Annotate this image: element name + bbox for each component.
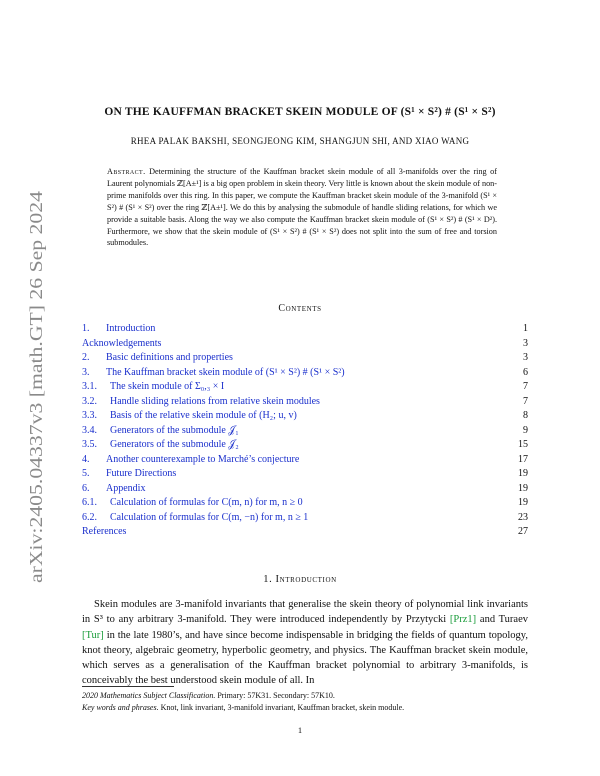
- contents-title: Contents: [278, 303, 322, 314]
- arxiv-stamp-text: arXiv:2405.04337v3 [math.GT] 26 Sep 2024: [26, 258, 46, 583]
- toc-entry-link[interactable]: [82, 425, 239, 436]
- toc-entry-title: Generators of the submodule 𝒥₁: [110, 424, 239, 436]
- toc-entry-page: 7: [523, 395, 528, 407]
- toc-entry-page: 23: [518, 511, 528, 523]
- keywords-text: Knot, link invariant, 3-manifold invariant, Kauffman bracket, skein module.: [160, 703, 405, 712]
- toc-entry-page: 27: [518, 526, 528, 537]
- toc-entry-title: Generators of the submodule 𝒥₂: [110, 439, 239, 450]
- table-of-contents: [82, 322, 528, 540]
- toc-entry[interactable]: [82, 409, 528, 424]
- toc-entry-title: Calculation of formulas for C(m, n) for m, n ≥ 0: [110, 497, 303, 508]
- toc-entry-link[interactable]: [82, 338, 161, 349]
- citation-link[interactable]: [Prz1]: [449, 614, 477, 626]
- toc-entry-link[interactable]: [82, 439, 239, 450]
- toc-entry-page: 15: [518, 439, 528, 450]
- toc-entry-number: 3.3.: [82, 410, 97, 421]
- toc-entry-page: 7: [523, 381, 528, 392]
- toc-entry-link[interactable]: [82, 352, 233, 363]
- toc-entry-title: Another counterexample to Marché’s conjecture: [106, 453, 300, 465]
- toc-entry-page: 3: [523, 337, 528, 349]
- toc-entry-title: References: [82, 526, 127, 537]
- toc-entry-page: 9: [523, 424, 528, 436]
- toc-entry-number: 4.: [82, 453, 90, 465]
- toc-entry[interactable]: [82, 395, 528, 410]
- toc-entry-link[interactable]: [82, 323, 155, 334]
- toc-entry-title: The skein module of Σ₀,₃ × I: [110, 381, 225, 392]
- toc-entry-number: 1.: [82, 323, 90, 334]
- toc-entry-page: 3: [523, 352, 528, 363]
- toc-entry-link[interactable]: [82, 367, 345, 378]
- abstract: [107, 166, 497, 249]
- footnote-rule: [82, 686, 174, 687]
- toc-entry-number: 5.: [82, 468, 90, 479]
- toc-entry-title: Basic definitions and properties: [106, 352, 233, 363]
- toc-entry-link[interactable]: [82, 396, 320, 407]
- toc-entry-number: 6.2.: [82, 511, 97, 523]
- citation-link[interactable]: [Tur]: [82, 629, 104, 641]
- toc-entry-number: 6.: [82, 482, 90, 494]
- keywords-label: Key words and phrases.: [82, 703, 159, 712]
- intro-text-1: Skein modules are 3-manifold invariants that generalise the skein theory of polynomial link invariants in S³ to any arbitrary 3-manifold. They were introduced independently by Przytycki: [82, 599, 529, 626]
- toc-entry-title: Introduction: [106, 323, 156, 334]
- toc-entry[interactable]: [82, 424, 528, 439]
- toc-entry-title: Handle sliding relations from relative skein modules: [110, 395, 320, 407]
- arxiv-stamp: [12, 191, 52, 583]
- toc-entry-number: 3.: [82, 366, 90, 378]
- toc-entry[interactable]: [82, 511, 528, 526]
- abstract-label: Abstract.: [107, 167, 146, 176]
- toc-entry-number: 3.1.: [82, 381, 97, 392]
- toc-entry[interactable]: [82, 366, 528, 381]
- toc-entry-number: 6.1.: [82, 497, 97, 508]
- msc-label: 2020 Mathematics Subject Classification.: [82, 691, 216, 700]
- toc-entry[interactable]: [82, 496, 528, 511]
- toc-entry-title: Appendix: [106, 482, 146, 494]
- toc-entry-number: 3.5.: [82, 439, 97, 450]
- footnote-msc: [82, 690, 528, 701]
- toc-entry-link[interactable]: [82, 497, 303, 508]
- toc-entry-page: 8: [523, 410, 528, 421]
- authors: RHEA PALAK BAKSHI, SEONGJEONG KIM, SHANGJUN SHI, AND XIAO WANG: [130, 136, 470, 146]
- intro-paragraph: [82, 597, 528, 689]
- toc-entry[interactable]: [82, 351, 528, 366]
- toc-entry[interactable]: [82, 438, 528, 453]
- toc-entry-title: Acknowledgements: [82, 337, 162, 349]
- toc-entry-link[interactable]: [82, 512, 308, 523]
- msc-text: Primary: 57K31. Secondary: 57K10.: [217, 691, 335, 700]
- toc-entry-title: Future Directions: [106, 468, 177, 479]
- toc-entry-number: 2.: [82, 352, 90, 363]
- toc-entry-number: 3.4.: [82, 424, 97, 436]
- toc-entry-link[interactable]: [82, 483, 145, 494]
- toc-entry-page: 19: [518, 497, 528, 508]
- paper-title: ON THE KAUFFMAN BRACKET SKEIN MODULE OF (S¹ × S²) # (S¹ × S²): [104, 106, 496, 118]
- toc-entry-title: Calculation of formulas for C(m, −n) for m, n ≥ 1: [110, 511, 309, 523]
- toc-entry-number: 3.2.: [82, 395, 97, 407]
- toc-entry-link[interactable]: [82, 410, 297, 421]
- toc-entry[interactable]: [82, 322, 528, 337]
- abstract-text: Determining the structure of the Kauffman bracket skein module of all 3-manifolds over the ring of Laurent polynomials ℤ[A±¹] is a big open problem in skein theory. Very little is known about the skein module of non-prime manifolds over this ring. In this paper, we compute the Kauffman bracket skein module of the 3-manifold (S¹ × S²) # (S¹ × S²) over the ring ℤ[A±¹]. We do this by analysing the submodule of handle sliding relations, for which we provide a suitable basis. Along the way we also compute the Kauffman bracket skein module of (S¹ × S²) # (S¹ × D²). Furthermore, we show that the skein module of (S¹ × S²) # (S¹ × S²) does not split into the sum of free and torsion submodules.: [107, 167, 497, 248]
- toc-entry-link[interactable]: [82, 381, 224, 392]
- toc-entry-link[interactable]: [82, 526, 126, 537]
- toc-entry-page: 1: [523, 323, 528, 334]
- toc-entry[interactable]: [82, 337, 528, 352]
- toc-entry-page: 19: [518, 468, 528, 479]
- section-heading: 1. Introduction: [263, 574, 337, 585]
- toc-entry[interactable]: [82, 453, 528, 468]
- toc-entry-page: 19: [518, 482, 528, 494]
- toc-entry[interactable]: [82, 467, 528, 482]
- toc-entry-title: The Kauffman bracket skein module of (S¹ × S²) # (S¹ × S²): [106, 366, 345, 378]
- page-number: 1: [297, 725, 303, 735]
- toc-entry-page: 17: [518, 453, 528, 465]
- toc-entry[interactable]: [82, 380, 528, 395]
- intro-text-3: in the late 1980’s, and have since become indispensable in bridging the fields of quantum topology, knot theory, algebraic geometry, hyperbolic geometry, and physics. The Kauffman bracket skein module, which serves as a generalisation of the Kauffman bracket polynomial to arbitrary 3-manifolds, is conceivably the best understood skein module of all. In: [82, 629, 528, 687]
- toc-entry-page: 6: [523, 366, 528, 378]
- intro-text-2: and Turaev: [476, 614, 529, 626]
- toc-entry[interactable]: [82, 525, 528, 540]
- toc-entry-link[interactable]: [82, 454, 299, 465]
- footnote-keywords: [82, 702, 528, 713]
- toc-entry-title: Basis of the relative skein module of (H₂; u, v): [110, 410, 297, 421]
- toc-entry[interactable]: [82, 482, 528, 497]
- toc-entry-link[interactable]: [82, 468, 176, 479]
